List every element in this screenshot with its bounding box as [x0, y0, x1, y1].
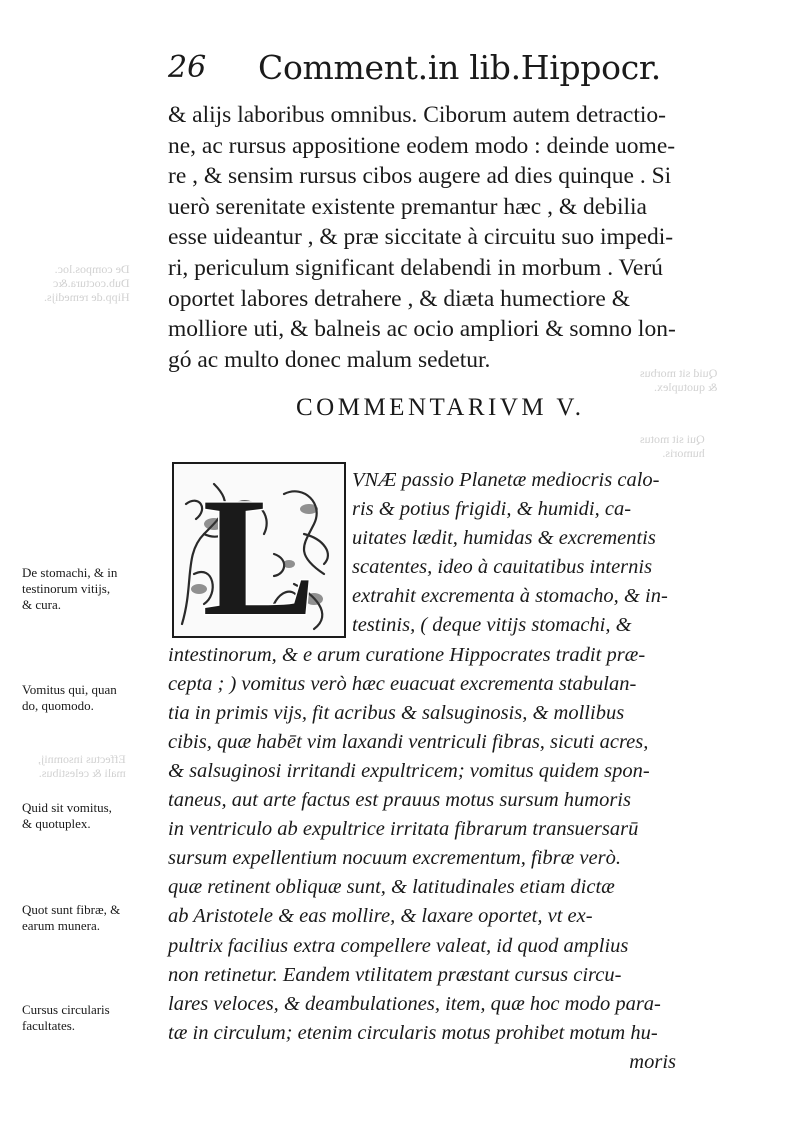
text-line: ri, periculum significant delabendi in morbum . Verú [168, 254, 663, 281]
text-line: ne, ac rursus appositione eodem modo : deinde uome- [168, 132, 676, 159]
text-line: VNÆ passio Planetæ mediocris calo- [352, 469, 660, 491]
text-line: sursum expellentium nocuum excrementum, fibræ verò. [168, 847, 621, 870]
commentary-body [168, 466, 768, 1077]
text-line: cepta ; ) vomitus verò hæc euacuat excrementa stabulan- [168, 672, 637, 695]
text-line: oportet labores detrahere , & diæta humectiore & [168, 285, 631, 312]
text-line: & alijs laboribus omnibus. Ciborum autem detractio- [168, 102, 666, 128]
text-line: in ventriculo ab expultrice irritata fibrarum transuersarū [168, 818, 639, 841]
text-line: uitates lædit, humidas & excrementis [352, 527, 656, 550]
text-line: lares veloces, & deambulationes, item, quæ hoc modo para- [168, 992, 661, 1015]
text-line: esse uideantur , & præ siccitate à circuitu suo impedi- [168, 224, 674, 251]
text-line: intestinorum, & e arum curatione Hippocrates tradit præ- [168, 643, 646, 666]
running-title: Comment.in lib.Hippocr. [258, 48, 661, 87]
margin-note: Quot sunt fibræ, & earum munera. [22, 902, 121, 933]
text-line: pultrix facilius extra compellere valeat, id quod amplius [168, 934, 629, 957]
text-line: taneus, aut arte factus est prauus motus sursum humoris [168, 789, 631, 812]
text-line: tæ in circulum; etenim circularis motus prohibet motum hu- [168, 1021, 658, 1044]
commentary-heading: COMMENTARIVM V. [296, 394, 585, 421]
margin-note: Vomitus qui, quan do, quomodo. [22, 682, 117, 713]
show-through-text: Quid sit morbus & quotuplex. [640, 366, 718, 394]
text-line: testinis, ( deque vitijs stomachi, & [352, 614, 632, 637]
dropcap-letter: L [202, 464, 316, 636]
text-line: ab Aristotele & eas mollire, & laxare oportet, vt ex- [168, 905, 593, 928]
text-line: re , & sensim rursus cibos augere ad dies quinque . Si [168, 163, 672, 190]
margin-note: De stomachi, & in testinorum vitijs, & cura. [22, 565, 118, 612]
text-line: cibis, quæ habēt vim laxandi ventriculi fibras, sicuti acres, [168, 730, 649, 753]
show-through-text: De compos.loc. Dub.coctura.&c Hipp.de remedijs. [44, 262, 130, 304]
text-line: molliore uti, & balneis ac ocio ampliori & somno lon- [168, 316, 676, 343]
text-line: quæ retinent obliquæ sunt, & latitudinales etiam dictæ [168, 876, 615, 899]
margin-note: Cursus circularis facultates. [22, 1002, 110, 1033]
show-through-text: Qui sit motus humoris. [640, 432, 705, 460]
margin-note: Quid sit vomitus, & quotuplex. [22, 800, 112, 831]
catchword: moris [629, 1050, 676, 1073]
text-line: tia in primis vijs, fit acribus & salsuginosis, & mollibus [168, 701, 625, 724]
aphorism-text [168, 100, 768, 375]
text-line: ris & potius frigidi, & humidi, ca- [352, 498, 632, 521]
text-line: gó ac multo donec malum sedetur. [168, 346, 491, 373]
text-line: extrahit excrementa à stomacho, & in- [352, 585, 668, 608]
text-line: & salsuginosi irritandi expultricem; vomitus quidem spon- [168, 759, 650, 782]
page-number: 26 [168, 50, 207, 85]
text-line: uerò serenitate existente premantur hæc , & debilia [168, 193, 647, 220]
text-line: scatentes, ideo à cauitatibus internis [352, 556, 653, 579]
text-line: non retinetur. Eandem vtilitatem præstant cursus circu- [168, 963, 622, 986]
show-through-text: Effectus insomnij, mali & celestibus. [38, 752, 126, 780]
